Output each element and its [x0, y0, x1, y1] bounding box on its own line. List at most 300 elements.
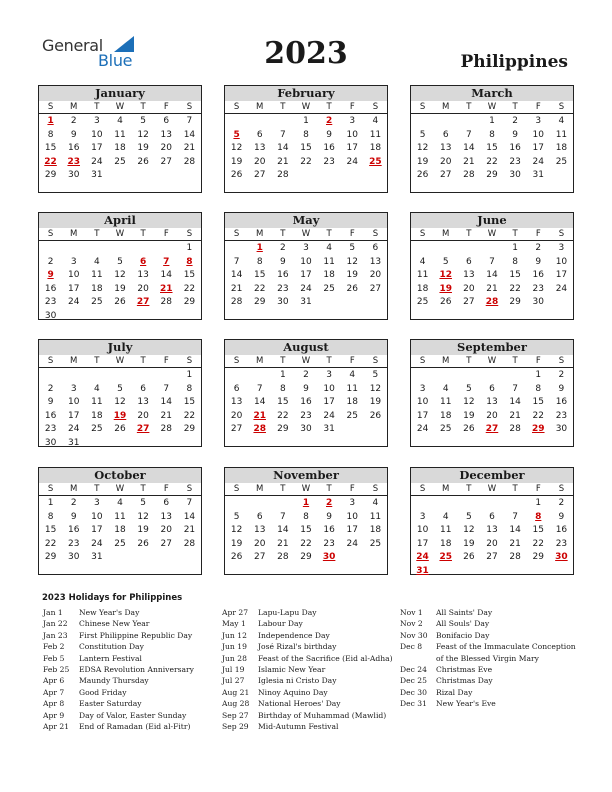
- week-row: [411, 538, 573, 552]
- week-row: [411, 269, 573, 283]
- weekday-header: [411, 101, 573, 114]
- holiday-name: All Saints' Day: [436, 608, 493, 617]
- weekday-label: S: [558, 102, 565, 112]
- holiday-day-cell: 19: [113, 410, 127, 421]
- holiday-item: [43, 721, 194, 732]
- day-cell: 11: [439, 525, 452, 536]
- day-cell: [85, 310, 108, 324]
- day-cell: 23: [67, 538, 80, 549]
- week-row: [225, 115, 387, 129]
- day-cell: 6: [140, 383, 146, 394]
- holiday-day-cell: 21: [253, 410, 266, 421]
- week-row: [39, 269, 201, 283]
- weekday-label: M: [70, 356, 78, 366]
- day-cell: [132, 169, 155, 183]
- day-cell: 4: [372, 498, 379, 508]
- day-cell: 22: [532, 410, 544, 421]
- holiday-item: [222, 710, 393, 721]
- day-cell: 8: [186, 383, 193, 394]
- day-cell: 25: [555, 156, 568, 167]
- weekday-label: T: [466, 356, 472, 366]
- holiday-name: Christmas Day: [436, 676, 493, 686]
- week-row: [411, 551, 573, 565]
- weekday-label: W: [115, 229, 125, 239]
- weekday-label: T: [326, 102, 332, 112]
- day-cell: 7: [186, 498, 193, 508]
- day-cell: 4: [372, 116, 379, 126]
- month-name: September: [411, 340, 573, 355]
- day-cell: 9: [558, 511, 565, 522]
- weekday-label: W: [301, 102, 311, 112]
- month-april: [38, 212, 202, 320]
- weekday-label: T: [94, 484, 100, 494]
- day-cell: 7: [279, 511, 286, 522]
- day-cell: 31: [91, 552, 103, 563]
- day-cell: 12: [463, 525, 475, 536]
- day-cell: 2: [279, 243, 286, 253]
- holiday-item: [43, 698, 194, 709]
- day-cell: 19: [230, 156, 243, 167]
- day-cell: 16: [323, 143, 335, 154]
- day-cell: 25: [114, 156, 126, 167]
- holiday-item: [222, 618, 393, 629]
- day-cell: 11: [91, 270, 103, 281]
- day-cell: 18: [323, 270, 335, 281]
- week-row: [39, 511, 201, 525]
- month-name: June: [411, 213, 573, 228]
- week-row: [39, 283, 201, 297]
- day-cell: 15: [532, 397, 544, 408]
- day-cell: 18: [114, 143, 126, 154]
- day-cell: 27: [230, 424, 243, 435]
- holiday-date: Nov 30: [400, 630, 428, 640]
- day-cell: 24: [67, 297, 80, 308]
- day-cell: 10: [346, 129, 358, 140]
- weekday-label: S: [558, 484, 565, 494]
- day-cell: [178, 551, 201, 565]
- month-september: [410, 339, 574, 447]
- day-cell: 29: [509, 297, 521, 308]
- day-cell: [480, 565, 503, 579]
- weekday-label: F: [349, 102, 355, 112]
- day-cell: 31: [532, 170, 544, 181]
- day-cell: 12: [369, 383, 382, 394]
- day-cell: 6: [465, 256, 472, 267]
- day-cell: 17: [67, 283, 80, 294]
- day-cell: 13: [463, 270, 475, 281]
- holiday-item: [400, 698, 576, 709]
- holiday-day-cell: 9: [47, 270, 54, 281]
- day-cell: 2: [70, 116, 77, 126]
- week-row: [411, 156, 573, 170]
- day-cell: 15: [183, 270, 196, 281]
- day-cell: 27: [160, 156, 172, 167]
- holiday-item: [400, 653, 576, 664]
- day-cell: 7: [512, 511, 518, 522]
- day-cell: 7: [186, 116, 193, 126]
- day-cell: [132, 437, 155, 451]
- day-cell: 23: [44, 424, 57, 435]
- weekday-label: F: [349, 484, 355, 494]
- holiday-name: of the Blessed Virgin Mary: [436, 653, 539, 663]
- holiday-item: [43, 664, 194, 675]
- weekday-label: T: [280, 229, 286, 239]
- day-cell: [178, 437, 201, 451]
- day-cell: 11: [323, 256, 335, 267]
- holiday-item: [222, 653, 393, 664]
- day-cell: 21: [277, 156, 289, 167]
- holiday-column: [43, 607, 194, 732]
- week-row: [225, 383, 387, 397]
- day-cell: 18: [439, 538, 452, 549]
- week-row: [411, 256, 573, 270]
- day-cell: [39, 369, 62, 383]
- day-cell: 25: [416, 297, 429, 308]
- day-cell: [155, 551, 178, 565]
- day-cell: 4: [442, 511, 449, 522]
- day-cell: 5: [372, 370, 379, 380]
- holiday-name: Easter Saturday: [79, 699, 142, 709]
- day-cell: 5: [442, 256, 449, 267]
- day-cell: 15: [509, 270, 521, 281]
- day-cell: [178, 169, 201, 183]
- day-cell: 30: [277, 297, 289, 308]
- day-cell: 12: [346, 256, 358, 267]
- holiday-name: Ninoy Aquino Day: [258, 687, 328, 697]
- day-cell: 10: [416, 525, 429, 536]
- holiday-day-cell: 8: [535, 511, 542, 522]
- day-cell: 22: [300, 156, 312, 167]
- day-cell: 27: [486, 552, 498, 563]
- weekday-label: S: [372, 484, 379, 494]
- day-cell: 29: [277, 424, 289, 435]
- holiday-item: [43, 607, 194, 618]
- day-cell: [550, 169, 573, 183]
- day-cell: 18: [439, 410, 452, 421]
- day-cell: 10: [532, 129, 544, 140]
- day-cell: 7: [512, 383, 518, 394]
- day-cell: 16: [67, 143, 80, 154]
- day-cell: 3: [558, 243, 565, 253]
- holiday-item: [43, 687, 194, 698]
- week-row: [225, 129, 387, 143]
- week-row: [39, 296, 201, 310]
- holiday-date: Jan 23: [43, 630, 68, 640]
- day-cell: 21: [277, 538, 289, 549]
- weekday-label: T: [94, 102, 100, 112]
- weekday-label: T: [280, 484, 286, 494]
- week-row: [39, 115, 201, 129]
- holiday-name: Bonifacio Day: [436, 630, 490, 640]
- day-cell: [62, 310, 85, 324]
- day-cell: 13: [160, 511, 172, 522]
- holiday-date: Dec 24: [400, 664, 427, 674]
- day-cell: [411, 369, 434, 383]
- day-cell: 10: [416, 397, 429, 408]
- day-cell: 20: [439, 156, 452, 167]
- day-cell: 29: [44, 552, 57, 563]
- holiday-item: [222, 687, 393, 698]
- day-cell: [341, 169, 364, 183]
- weekday-label: M: [442, 484, 450, 494]
- day-cell: 9: [47, 397, 54, 408]
- day-cell: 12: [230, 143, 243, 154]
- day-cell: 30: [555, 424, 568, 435]
- day-cell: 26: [346, 283, 358, 294]
- weekday-label: W: [115, 484, 125, 494]
- holiday-day-cell: 27: [136, 424, 150, 435]
- day-cell: 20: [486, 538, 498, 549]
- holiday-name: Lantern Festival: [79, 653, 142, 663]
- weekday-label: S: [233, 356, 240, 366]
- day-cell: 24: [346, 156, 358, 167]
- weekday-label: T: [466, 102, 472, 112]
- day-cell: 13: [137, 397, 149, 408]
- holiday-item: [43, 675, 194, 686]
- day-cell: 7: [489, 256, 495, 267]
- day-cell: 18: [416, 283, 429, 294]
- day-cell: 6: [489, 511, 495, 522]
- day-cell: 17: [323, 397, 335, 408]
- week-row: [39, 410, 201, 424]
- weekday-header: [225, 483, 387, 496]
- day-cell: 22: [183, 410, 196, 421]
- weekday-header: [39, 101, 201, 114]
- day-cell: 14: [230, 270, 243, 281]
- day-grid: [225, 369, 387, 437]
- week-row: [39, 156, 201, 170]
- holiday-day-cell: 27: [485, 424, 499, 435]
- holiday-day-cell: 7: [163, 256, 170, 267]
- day-cell: 3: [93, 498, 100, 508]
- day-cell: 21: [509, 538, 521, 549]
- month-name: November: [225, 468, 387, 483]
- day-cell: [248, 369, 271, 383]
- day-cell: 20: [253, 156, 266, 167]
- holiday-date: Dec 30: [400, 687, 427, 697]
- day-cell: 24: [300, 283, 312, 294]
- day-cell: 13: [486, 525, 498, 536]
- day-cell: 23: [277, 283, 289, 294]
- week-row: [225, 538, 387, 552]
- day-cell: 5: [465, 383, 472, 394]
- day-cell: 9: [303, 383, 309, 394]
- day-cell: [108, 369, 131, 383]
- holiday-date: Jan 22: [43, 619, 68, 629]
- day-cell: 2: [70, 498, 77, 508]
- weekday-label: F: [349, 229, 355, 239]
- day-cell: 29: [253, 297, 266, 308]
- day-cell: 1: [47, 498, 54, 508]
- holiday-name: First Philippine Republic Day: [79, 630, 193, 640]
- day-cell: [364, 423, 387, 437]
- day-cell: 15: [253, 270, 266, 281]
- day-cell: [457, 369, 480, 383]
- day-cell: 21: [463, 156, 475, 167]
- day-cell: 16: [67, 525, 80, 536]
- weekday-label: S: [372, 102, 379, 112]
- day-cell: 3: [349, 116, 356, 126]
- holiday-name: Rizal Day: [436, 687, 473, 697]
- day-cell: 28: [463, 170, 475, 181]
- day-cell: 2: [512, 116, 518, 126]
- day-cell: [155, 169, 178, 183]
- month-july: [38, 339, 202, 447]
- weekday-header: [225, 228, 387, 241]
- day-cell: 20: [230, 410, 243, 421]
- weekday-label: W: [301, 484, 311, 494]
- day-cell: 14: [183, 511, 196, 522]
- day-cell: 17: [416, 538, 429, 549]
- day-cell: 15: [183, 397, 196, 408]
- holiday-date: Aug 28: [222, 699, 250, 709]
- weekday-label: T: [326, 356, 332, 366]
- weekday-label: M: [442, 102, 450, 112]
- day-cell: 30: [67, 552, 80, 563]
- week-row: [225, 269, 387, 283]
- day-cell: 20: [160, 143, 172, 154]
- day-cell: [108, 310, 131, 324]
- month-november: [224, 467, 388, 575]
- day-cell: [457, 565, 480, 579]
- day-cell: 8: [279, 383, 286, 394]
- day-cell: 3: [419, 383, 426, 394]
- day-grid: [39, 497, 201, 565]
- day-cell: [248, 115, 271, 129]
- day-cell: 20: [160, 525, 172, 536]
- week-row: [411, 242, 573, 256]
- day-cell: 4: [117, 498, 123, 508]
- day-cell: 5: [465, 511, 472, 522]
- day-cell: 4: [558, 116, 565, 126]
- page-title-year: 2023: [264, 36, 348, 71]
- weekday-label: M: [70, 102, 78, 112]
- weekday-label: T: [94, 229, 100, 239]
- day-cell: 3: [70, 383, 77, 394]
- holiday-item: [222, 607, 393, 618]
- day-cell: 30: [509, 170, 521, 181]
- month-august: [224, 339, 388, 447]
- day-cell: [271, 115, 294, 129]
- holiday-date: Apr 7: [43, 687, 65, 697]
- week-row: [225, 396, 387, 410]
- weekday-label: T: [140, 102, 146, 112]
- weekday-label: M: [256, 356, 264, 366]
- day-cell: 16: [323, 525, 335, 536]
- week-row: [225, 423, 387, 437]
- day-cell: 3: [93, 116, 100, 126]
- holiday-item: [400, 618, 576, 629]
- day-cell: 17: [555, 270, 568, 281]
- day-cell: 5: [117, 256, 123, 267]
- holiday-date: Jan 1: [43, 608, 63, 617]
- holiday-name: Birthday of Muhammad (Mawlid): [258, 710, 387, 720]
- weekday-label: T: [466, 229, 472, 239]
- day-cell: 2: [303, 370, 309, 380]
- holiday-date: Jun 12: [222, 630, 247, 640]
- day-cell: 11: [91, 397, 103, 408]
- day-cell: 31: [91, 170, 103, 181]
- day-cell: 26: [114, 424, 126, 435]
- week-row: [225, 242, 387, 256]
- day-cell: [85, 242, 108, 256]
- day-cell: [62, 369, 85, 383]
- holiday-day-cell: 30: [322, 552, 336, 563]
- week-row: [411, 129, 573, 143]
- holiday-day-cell: 24: [416, 552, 429, 563]
- holiday-name: End of Ramadan (Eid al-Fitr): [79, 721, 191, 731]
- day-cell: 20: [486, 410, 498, 421]
- weekday-label: S: [419, 484, 426, 494]
- day-cell: 28: [230, 297, 243, 308]
- day-cell: 27: [439, 170, 452, 181]
- day-cell: [155, 310, 178, 324]
- day-cell: 9: [70, 129, 77, 140]
- day-cell: 15: [300, 143, 312, 154]
- day-cell: 1: [279, 370, 286, 380]
- day-cell: 23: [532, 283, 544, 294]
- day-cell: 17: [346, 525, 358, 536]
- day-cell: 26: [230, 552, 243, 563]
- day-cell: 31: [323, 424, 335, 435]
- day-cell: 7: [256, 383, 263, 394]
- holiday-day-cell: 28: [485, 297, 499, 308]
- weekday-label: T: [512, 484, 518, 494]
- day-cell: 9: [535, 256, 542, 267]
- day-cell: [457, 242, 480, 256]
- holiday-name: Independence Day: [258, 630, 330, 640]
- weekday-label: W: [487, 229, 497, 239]
- day-cell: 6: [256, 511, 263, 522]
- holiday-date: [400, 653, 436, 664]
- weekday-label: F: [163, 356, 169, 366]
- day-cell: 13: [253, 143, 266, 154]
- holiday-name: Feast of the Immaculate Conception: [436, 642, 576, 652]
- week-row: [225, 296, 387, 310]
- day-cell: 26: [439, 297, 452, 308]
- day-cell: 17: [91, 525, 103, 536]
- holiday-date: Jul 19: [222, 664, 245, 674]
- day-cell: 28: [509, 552, 521, 563]
- weekday-label: W: [301, 229, 311, 239]
- day-cell: 20: [369, 270, 382, 281]
- day-cell: 14: [463, 143, 475, 154]
- week-row: [39, 396, 201, 410]
- holiday-item: [222, 641, 393, 652]
- day-cell: 11: [439, 397, 452, 408]
- day-cell: [155, 437, 178, 451]
- day-cell: 13: [253, 525, 266, 536]
- week-row: [39, 369, 201, 383]
- day-cell: 17: [300, 270, 312, 281]
- day-cell: [132, 242, 155, 256]
- day-cell: [225, 242, 248, 256]
- day-cell: 10: [91, 511, 103, 522]
- day-cell: [480, 369, 503, 383]
- weekday-header: [225, 101, 387, 114]
- day-cell: [225, 369, 248, 383]
- weekday-label: S: [233, 229, 240, 239]
- day-cell: 30: [300, 424, 312, 435]
- holiday-day-cell: 22: [44, 156, 57, 167]
- day-cell: 19: [463, 410, 475, 421]
- weekday-label: W: [487, 102, 497, 112]
- day-cell: 14: [183, 129, 196, 140]
- holiday-date: Dec 25: [400, 676, 427, 686]
- weekday-label: W: [487, 484, 497, 494]
- week-row: [411, 524, 573, 538]
- week-row: [411, 423, 573, 437]
